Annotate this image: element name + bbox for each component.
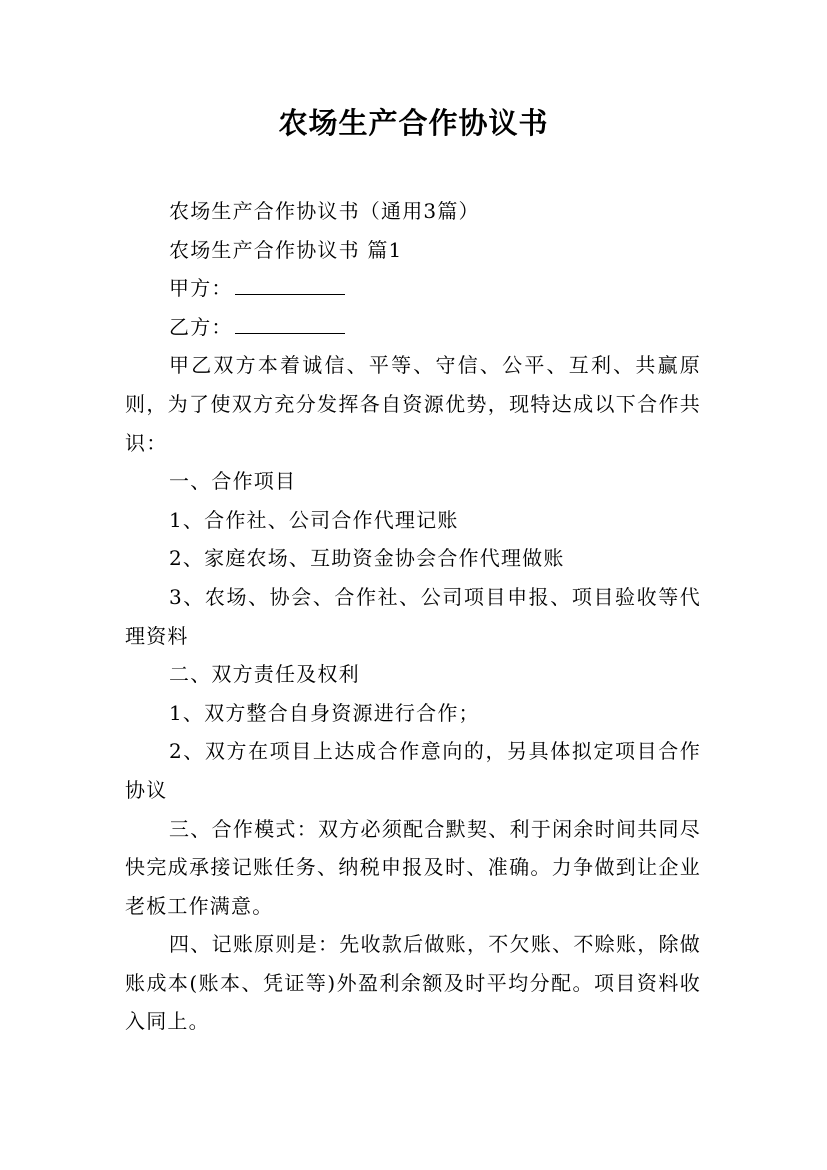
- list-item: 1、合作社、公司合作代理记账: [169, 507, 459, 532]
- paragraph-intro: 甲乙双方本着诚信、平等、守信、公平、互利、共赢原则，为了使双方充分发挥各自资源优势，现特达成以下合作共识：: [125, 353, 701, 455]
- document-body: [125, 192, 701, 1041]
- list-item: 3、农场、协会、合作社、公司项目申报、项目验收等代理资料: [125, 584, 701, 648]
- document-title: 农场生产合作协议书: [278, 106, 549, 140]
- paragraph-subtitle: 农场生产合作协议书（通用3篇）: [169, 199, 480, 223]
- list-item: 2、双方在项目上达成合作意向的，另具体拟定项目合作协议: [125, 739, 701, 802]
- paragraph-accounting-principle: 四、记账原则是：先收款后做账，不欠账、不赊账，除做账成本(账本、凭证等)外盈利余额及时平均分配。项目资料收入同上。: [125, 932, 701, 1034]
- party-b-label: 乙方：: [169, 314, 233, 339]
- heading-cooperation-projects: 一、合作项目: [169, 469, 297, 494]
- paragraph-section-heading: 农场生产合作协议书 篇1: [169, 237, 403, 262]
- list-item: 1、双方整合自身资源进行合作；: [169, 700, 480, 725]
- party-b-line: [125, 308, 701, 347]
- paragraph-cooperation-mode: 三、合作模式：双方必须配合默契、利于闲余时间共同尽快完成承接记账任务、纳税申报及时、准确。力争做到让企业老板工作满意。: [125, 816, 701, 918]
- party-a-label: 甲方：: [169, 276, 233, 301]
- party-a-line: [125, 269, 701, 308]
- party-a-blank: [235, 278, 345, 295]
- party-b-blank: [235, 317, 345, 334]
- list-item: 2、家庭农场、互助资金协会合作代理做账: [169, 546, 565, 571]
- heading-responsibilities: 二、双方责任及权利: [169, 662, 360, 687]
